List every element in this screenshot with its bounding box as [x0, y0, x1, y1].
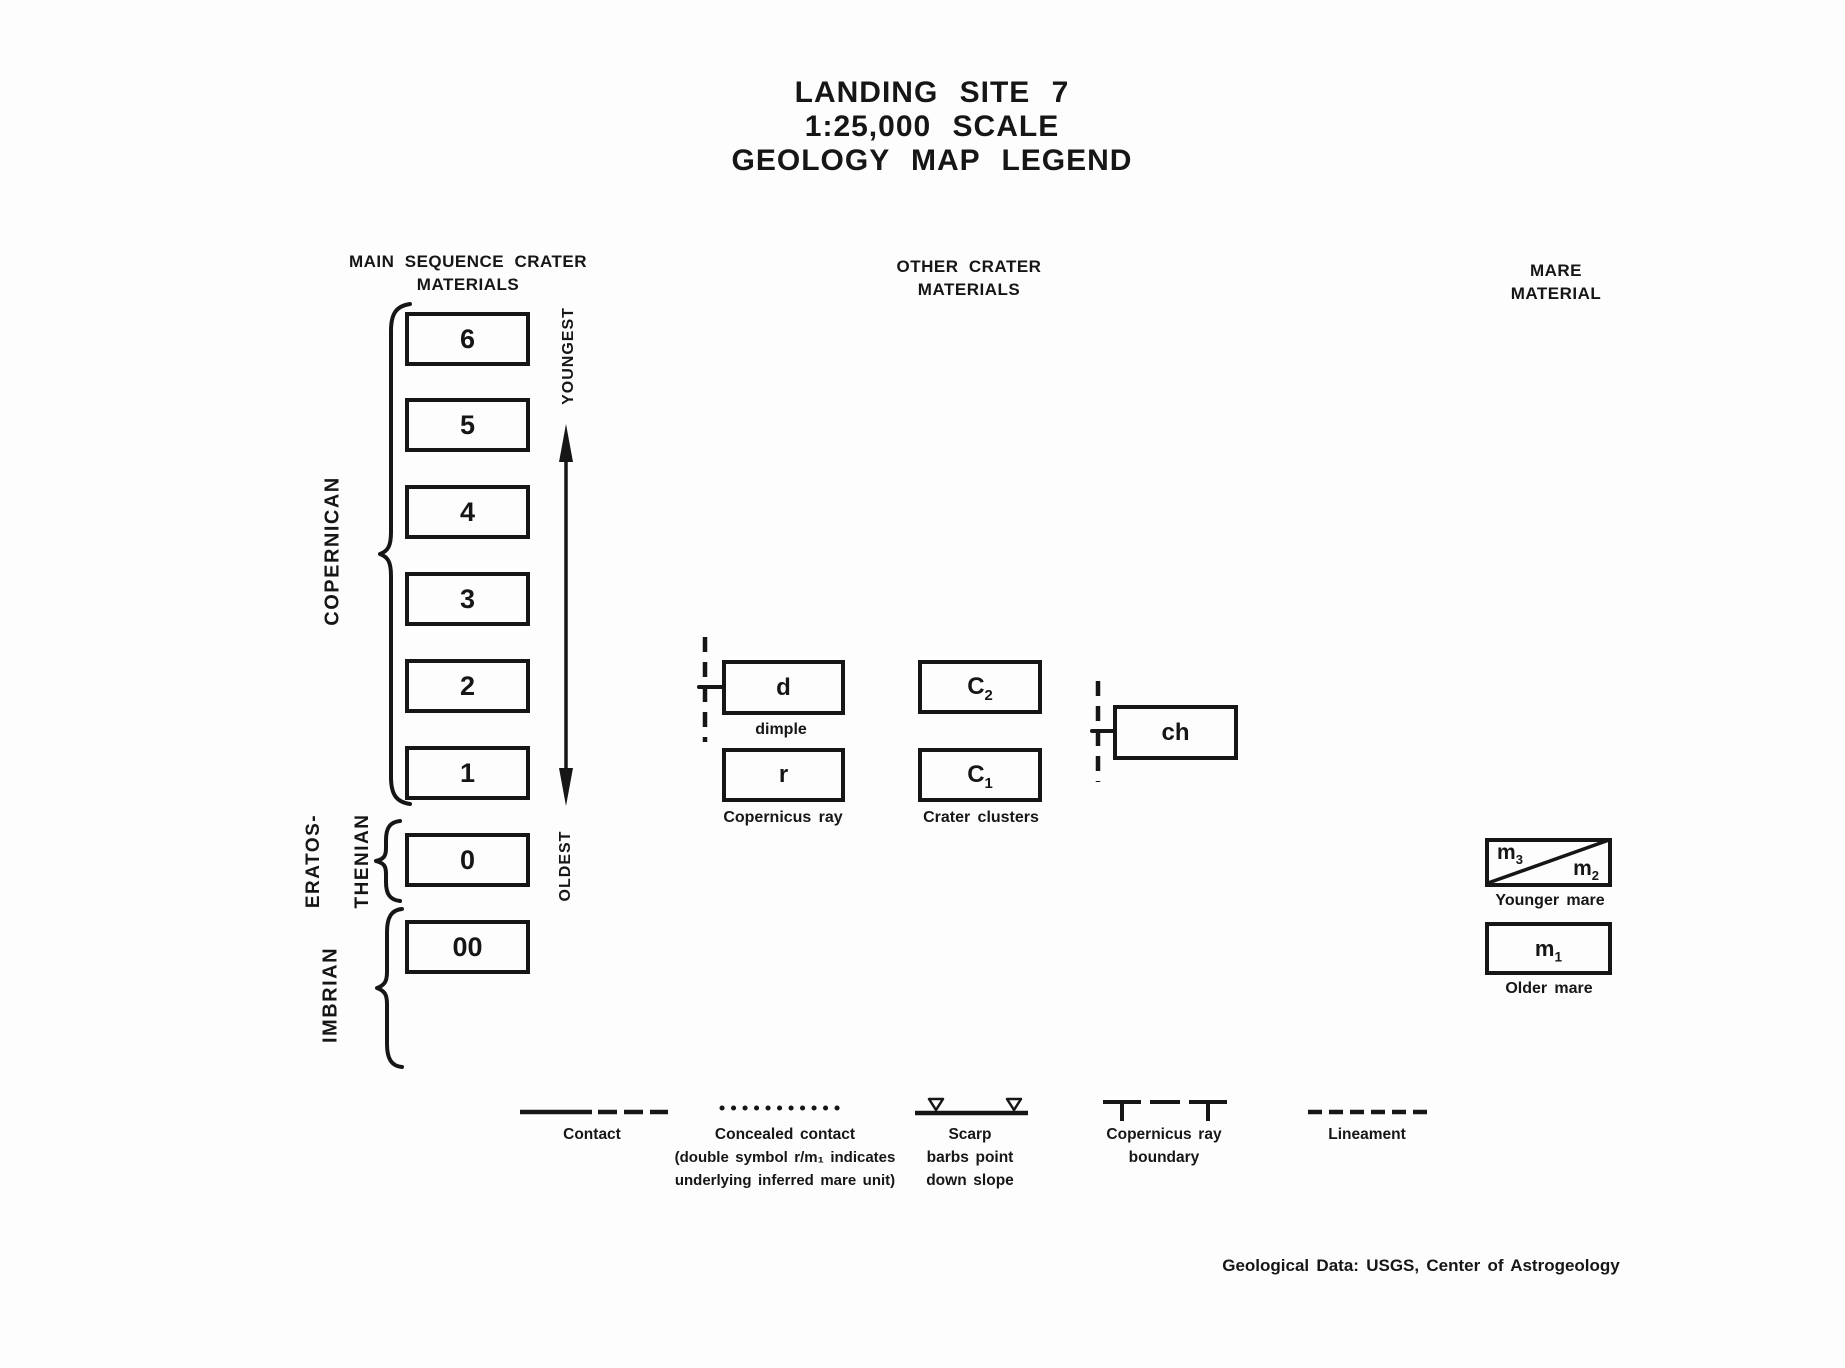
m2-sub: 2 [1591, 868, 1599, 884]
older-mare-caption: Older mare [1505, 980, 1593, 997]
unit-box-00 [405, 920, 530, 974]
scarp-line1: Scarp [948, 1126, 992, 1143]
main-sequence-header [349, 250, 587, 296]
lineament-caption: Lineament [1328, 1126, 1406, 1143]
concealed-contact-line2: (double symbol r/m₁ indicates [674, 1149, 896, 1166]
scarp-line3: down slope [926, 1172, 1014, 1189]
unit-label-00: 00 [452, 931, 483, 962]
main-sequence-header-line2: MATERIALS [416, 275, 520, 294]
unit-box-5 [405, 398, 530, 452]
crater-cluster-1-box [918, 748, 1042, 802]
younger-mare-symbol-m3 [1497, 841, 1523, 868]
dimple-symbol: d [776, 673, 791, 701]
unit-label-4: 4 [459, 496, 476, 527]
younger-mare-symbol-m2 [1573, 857, 1599, 884]
crater-cluster-2-base: C [967, 673, 985, 700]
ray-boundary-line2: boundary [1128, 1149, 1200, 1166]
dimple-box [722, 660, 845, 715]
unit-label-2: 2 [459, 670, 476, 701]
scarp-caption [926, 1123, 1014, 1192]
m2-base: m [1573, 857, 1592, 880]
younger-mare-box [1485, 838, 1612, 887]
dimple-caption: dimple [755, 721, 807, 738]
crater-cluster-2-sub: 2 [984, 687, 993, 704]
contact-caption: Contact [563, 1126, 621, 1143]
unit-box-0 [405, 833, 530, 887]
unit-label-3: 3 [459, 583, 476, 614]
unit-label-1: 1 [459, 757, 476, 788]
copernicus-ray-symbol: r [778, 761, 789, 788]
unit-box-2 [405, 659, 530, 713]
era-label-eratosthenian-line2: THENIAN [352, 813, 373, 909]
main-sequence-header-line1: MAIN SEQUENCE CRATER [348, 252, 588, 271]
unit-label-6: 6 [459, 323, 476, 354]
unit-box-3 [405, 572, 530, 626]
crater-cluster-2-box [918, 660, 1042, 714]
other-crater-header-line1: OTHER CRATER [896, 257, 1042, 276]
ray-boundary-line1: Copernicus ray [1106, 1126, 1222, 1143]
title-line-3: GEOLOGY MAP LEGEND [731, 144, 1133, 177]
other-crater-header [897, 255, 1042, 301]
age-label-youngest: YOUNGEST [560, 307, 577, 405]
page-title [0, 76, 1845, 178]
unit-box-1 [405, 746, 530, 800]
age-label-oldest: OLDEST [557, 830, 574, 902]
m1-base: m [1534, 935, 1555, 961]
crater-cluster-1-sub: 1 [984, 775, 993, 792]
era-label-copernican: COPERNICAN [321, 476, 344, 626]
concealed-contact-caption [675, 1123, 896, 1192]
mare-header-line2: MATERIAL [1510, 284, 1602, 303]
younger-mare-caption: Younger mare [1495, 892, 1605, 909]
credit-text: Geological Data: USGS, Center of Astrogeology [1222, 1256, 1620, 1275]
era-label-imbrian: IMBRIAN [319, 946, 342, 1044]
ray-boundary-caption [1106, 1123, 1221, 1169]
older-mare-box [1485, 922, 1612, 975]
mare-header [1511, 259, 1602, 305]
concealed-contact-line1: Concealed contact [714, 1126, 856, 1143]
concealed-contact-line3: underlying inferred mare unit) [674, 1172, 896, 1189]
title-line-2: 1:25,000 SCALE [804, 110, 1060, 143]
scarp-line2: barbs point [926, 1149, 1014, 1166]
crater-cluster-1-symbol [967, 761, 993, 792]
title-line-1: LANDING SITE 7 [794, 76, 1070, 109]
crater-cluster-2-symbol [967, 673, 993, 704]
unit-box-4 [405, 485, 530, 539]
crater-chain-symbol: ch [1161, 718, 1190, 746]
crater-cluster-1-base: C [967, 761, 985, 788]
m3-base: m [1497, 841, 1516, 864]
copernicus-ray-box [722, 748, 845, 802]
mare-header-line1: MARE [1529, 261, 1583, 280]
unit-box-6 [405, 312, 530, 366]
unit-label-5: 5 [459, 409, 476, 440]
crater-chain-box [1113, 705, 1238, 760]
era-label-eratosthenian-line1: ERATOS- [303, 813, 324, 909]
other-crater-header-line2: MATERIALS [917, 280, 1021, 299]
m1-sub: 1 [1554, 948, 1563, 964]
older-mare-symbol [1535, 936, 1562, 962]
unit-label-0: 0 [459, 844, 476, 875]
m3-sub: 3 [1515, 852, 1523, 868]
crater-clusters-caption: Crater clusters [923, 809, 1039, 826]
copernicus-ray-caption: Copernicus ray [723, 809, 843, 826]
